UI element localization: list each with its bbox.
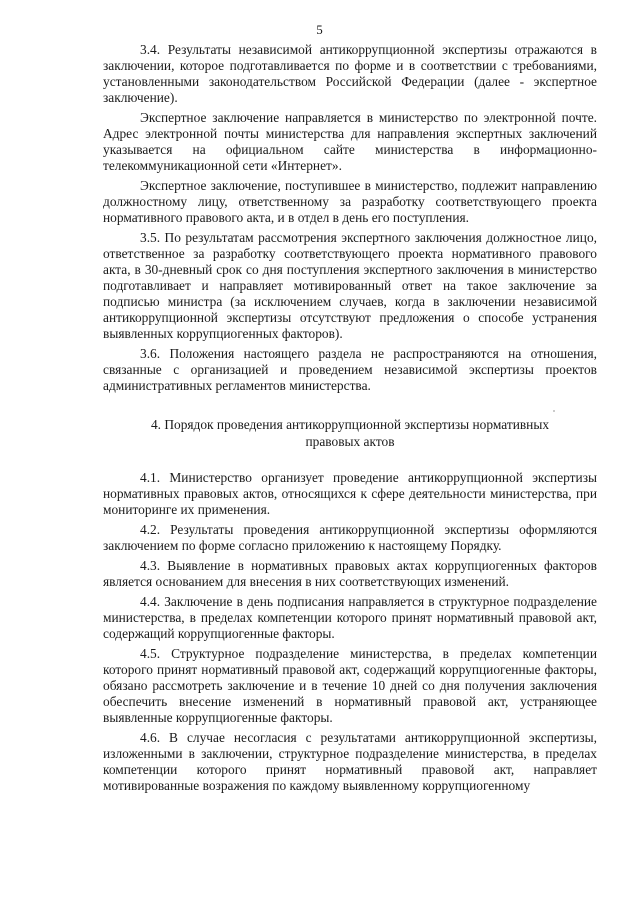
scan-speck: [553, 410, 555, 412]
paragraph-email: Экспертное заключение направляется в министерство по электронной почте. Адрес электронной почты министерства для направления экспертных заключений указывается на официальном сайте министерства в информационно-телекоммуникационной сети «Интернет».: [103, 110, 597, 173]
document-body: [103, 42, 597, 798]
paragraph-3-4: 3.4. Результаты независимой антикоррупционной экспертизы отражаются в заключении, которое подготавливается по форме и в соответствии с требованиями, установленными законодательством Российской Федерации (далее - экспертное заключение).: [103, 42, 597, 105]
paragraph-4-6: 4.6. В случае несогласия с результатами антикоррупционной экспертизы, изложенными в заключении, структурное подразделение министерства, в пределах компетенции которого принят нормативный правовой акт, направляет мотивированные возражения по каждому выявленному коррупциогенному: [103, 730, 597, 793]
paragraph-4-1: 4.1. Министерство организует проведение антикоррупционной экспертизы нормативных правовых актов, относящихся к сфере деятельности министерства, при мониторинге их применения.: [103, 470, 597, 517]
section-heading: 4. Порядок проведения антикоррупционной экспертизы нормативных правовых актов: [150, 417, 550, 449]
paragraph-3-5: 3.5. По результатам рассмотрения экспертного заключения должностное лицо, ответственное за разработку соответствующего проекта нормативного правового акта, в 30-дневный срок со дня поступления экспертного заключения в министерство подготавливает и направляет мотивированный ответ на такое заключение за подписью министра (за исключением случаев, когда в заключении независимой антикоррупционной экспертизы отсутствуют предложения о способе устранения выявленных коррупциогенных факторов).: [103, 230, 597, 341]
paragraph-4-3: 4.3. Выявление в нормативных правовых актах коррупциогенных факторов является основанием для внесения в них соответствующих изменений.: [103, 558, 597, 589]
paragraph-4-2: 4.2. Результаты проведения антикоррупционной экспертизы оформляются заключением по форме согласно приложению к настоящему Порядку.: [103, 522, 597, 553]
page-number: 5: [316, 22, 323, 37]
paragraph-3-6: 3.6. Положения настоящего раздела не распространяются на отношения, связанные с организацией и проведением независимой экспертизы проектов административных регламентов министерства.: [103, 346, 597, 393]
paragraph-forwarding: Экспертное заключение, поступившее в министерство, подлежит направлению должностному лицу, ответственному за разработку соответствующего проекта нормативного правового акта, и в отдел в день его поступления.: [103, 178, 597, 225]
paragraph-4-4: 4.4. Заключение в день подписания направляется в структурное подразделение министерства, в пределах компетенции которого принят нормативный правовой акт, содержащий коррупциогенные факторы.: [103, 594, 597, 641]
paragraph-4-5: 4.5. Структурное подразделение министерства, в пределах компетенции которого принят нормативный правовой акт, содержащий коррупциогенные факторы, обязано рассмотреть заключение и в течение 10 дней со дня получения заключения обеспечить внесение изменений в нормативный правовой акт, устраняющее выявленные коррупциогенные факторы.: [103, 646, 597, 725]
